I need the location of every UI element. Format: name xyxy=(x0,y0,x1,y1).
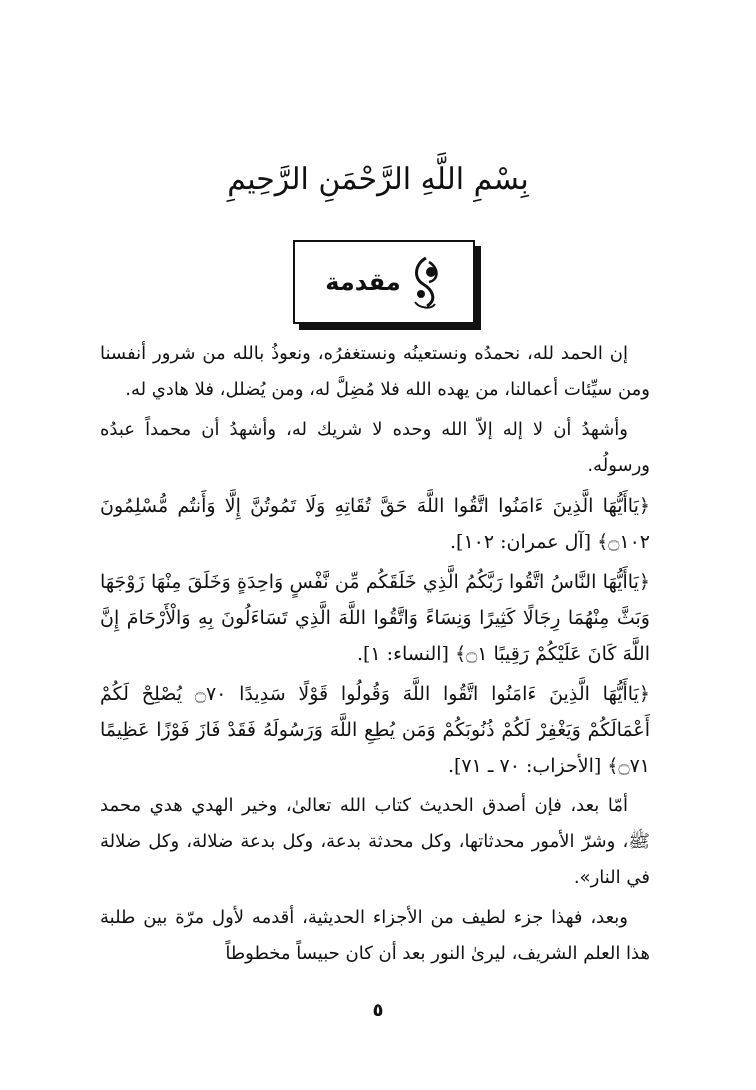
title-frame xyxy=(293,240,475,324)
paragraph: أمّا بعد، فإن أصدق الحديث كتاب الله تعالىٰ، وخير الهدي هدي محمد ﷺ، وشرّ الأمور محدثاتها، وكل محدثة بدعة، وكل بدعة ضلالة، وكل ضلالة في النار». xyxy=(100,795,650,888)
section-title: مقدمة xyxy=(325,268,401,296)
quran-verse: ﴿يَاأَيُّهَا الَّذِينَ ءَامَنُوا اتَّقُوا اللَّهَ وَقُولُوا قَوْلًا سَدِيدًا ۝٧٠ يُصْلِحْ لَكُمْ أَعْمَالَكُمْ وَيَغْفِرْ لَكُمْ ذُنُوبَكُمْ وَمَن يُطِعِ اللَّهَ وَرَسُولَهُ فَقَدْ فَازَ فَوْزًا عَظِيمًا ۝٧١﴾ [الأحزاب: ٧٠ ـ ٧١]. xyxy=(100,683,651,777)
paragraph: وبعد، فهذا جزء لطيف من الأجزاء الحديثية، أقدمه لأول مرّة بين طلبة هذا العلم الشريف، ليرىٰ النور بعد أن كان حبيساً مخطوطاً xyxy=(100,907,650,964)
floral-ornament-icon xyxy=(409,254,443,310)
paragraph: إن الحمد لله، نحمدُه ونستعينُه ونستغفرُه، ونعوذُ بالله من شرور أنفسنا ومن سيِّئات أعمالنا، من يهده الله فلا مُضِلَّ له، ومن يُضلل، فلا هادي له. xyxy=(100,343,650,400)
page-number: ٥ xyxy=(372,1000,384,1021)
quran-verse: ﴿يَاأَيُّهَا الَّذِينَ ءَامَنُوا اتَّقُوا اللَّهَ حَقَّ تُقَاتِهِ وَلَا تَمُوتُنَّ إِلَّا وَأَنتُم مُّسْلِمُونَ ۝١٠٢﴾ [آل عمران: ١٠٢]. xyxy=(100,495,650,553)
quran-verse: ﴿يَاأَيُّهَا النَّاسُ اتَّقُوا رَبَّكُمُ الَّذِي خَلَقَكُم مِّن نَّفْسٍ وَاحِدَةٍ وَخَلَقَ مِنْهَا زَوْجَهَا وَبَثَّ مِنْهُمَا رِجَالًا كَثِيرًا وَنِسَاءً وَاتَّقُوا اللَّهَ الَّذِي تَسَاءَلُونَ بِهِ وَالْأَرْحَامَ إِنَّ اللَّهَ كَانَ عَلَيْكُمْ رَقِيبًا ۝١﴾ [النساء: ١]. xyxy=(100,571,650,665)
body-text xyxy=(100,336,650,976)
basmala-heading: بِسْمِ اللَّهِ الرَّحْمَنِ الرَّحِيمِ xyxy=(227,162,529,197)
paragraph: وأشهدُ أن لا إله إلاّ الله وحده لا شريك له، وأشهدُ أن محمداً عبدُه ورسولُه. xyxy=(100,419,650,476)
